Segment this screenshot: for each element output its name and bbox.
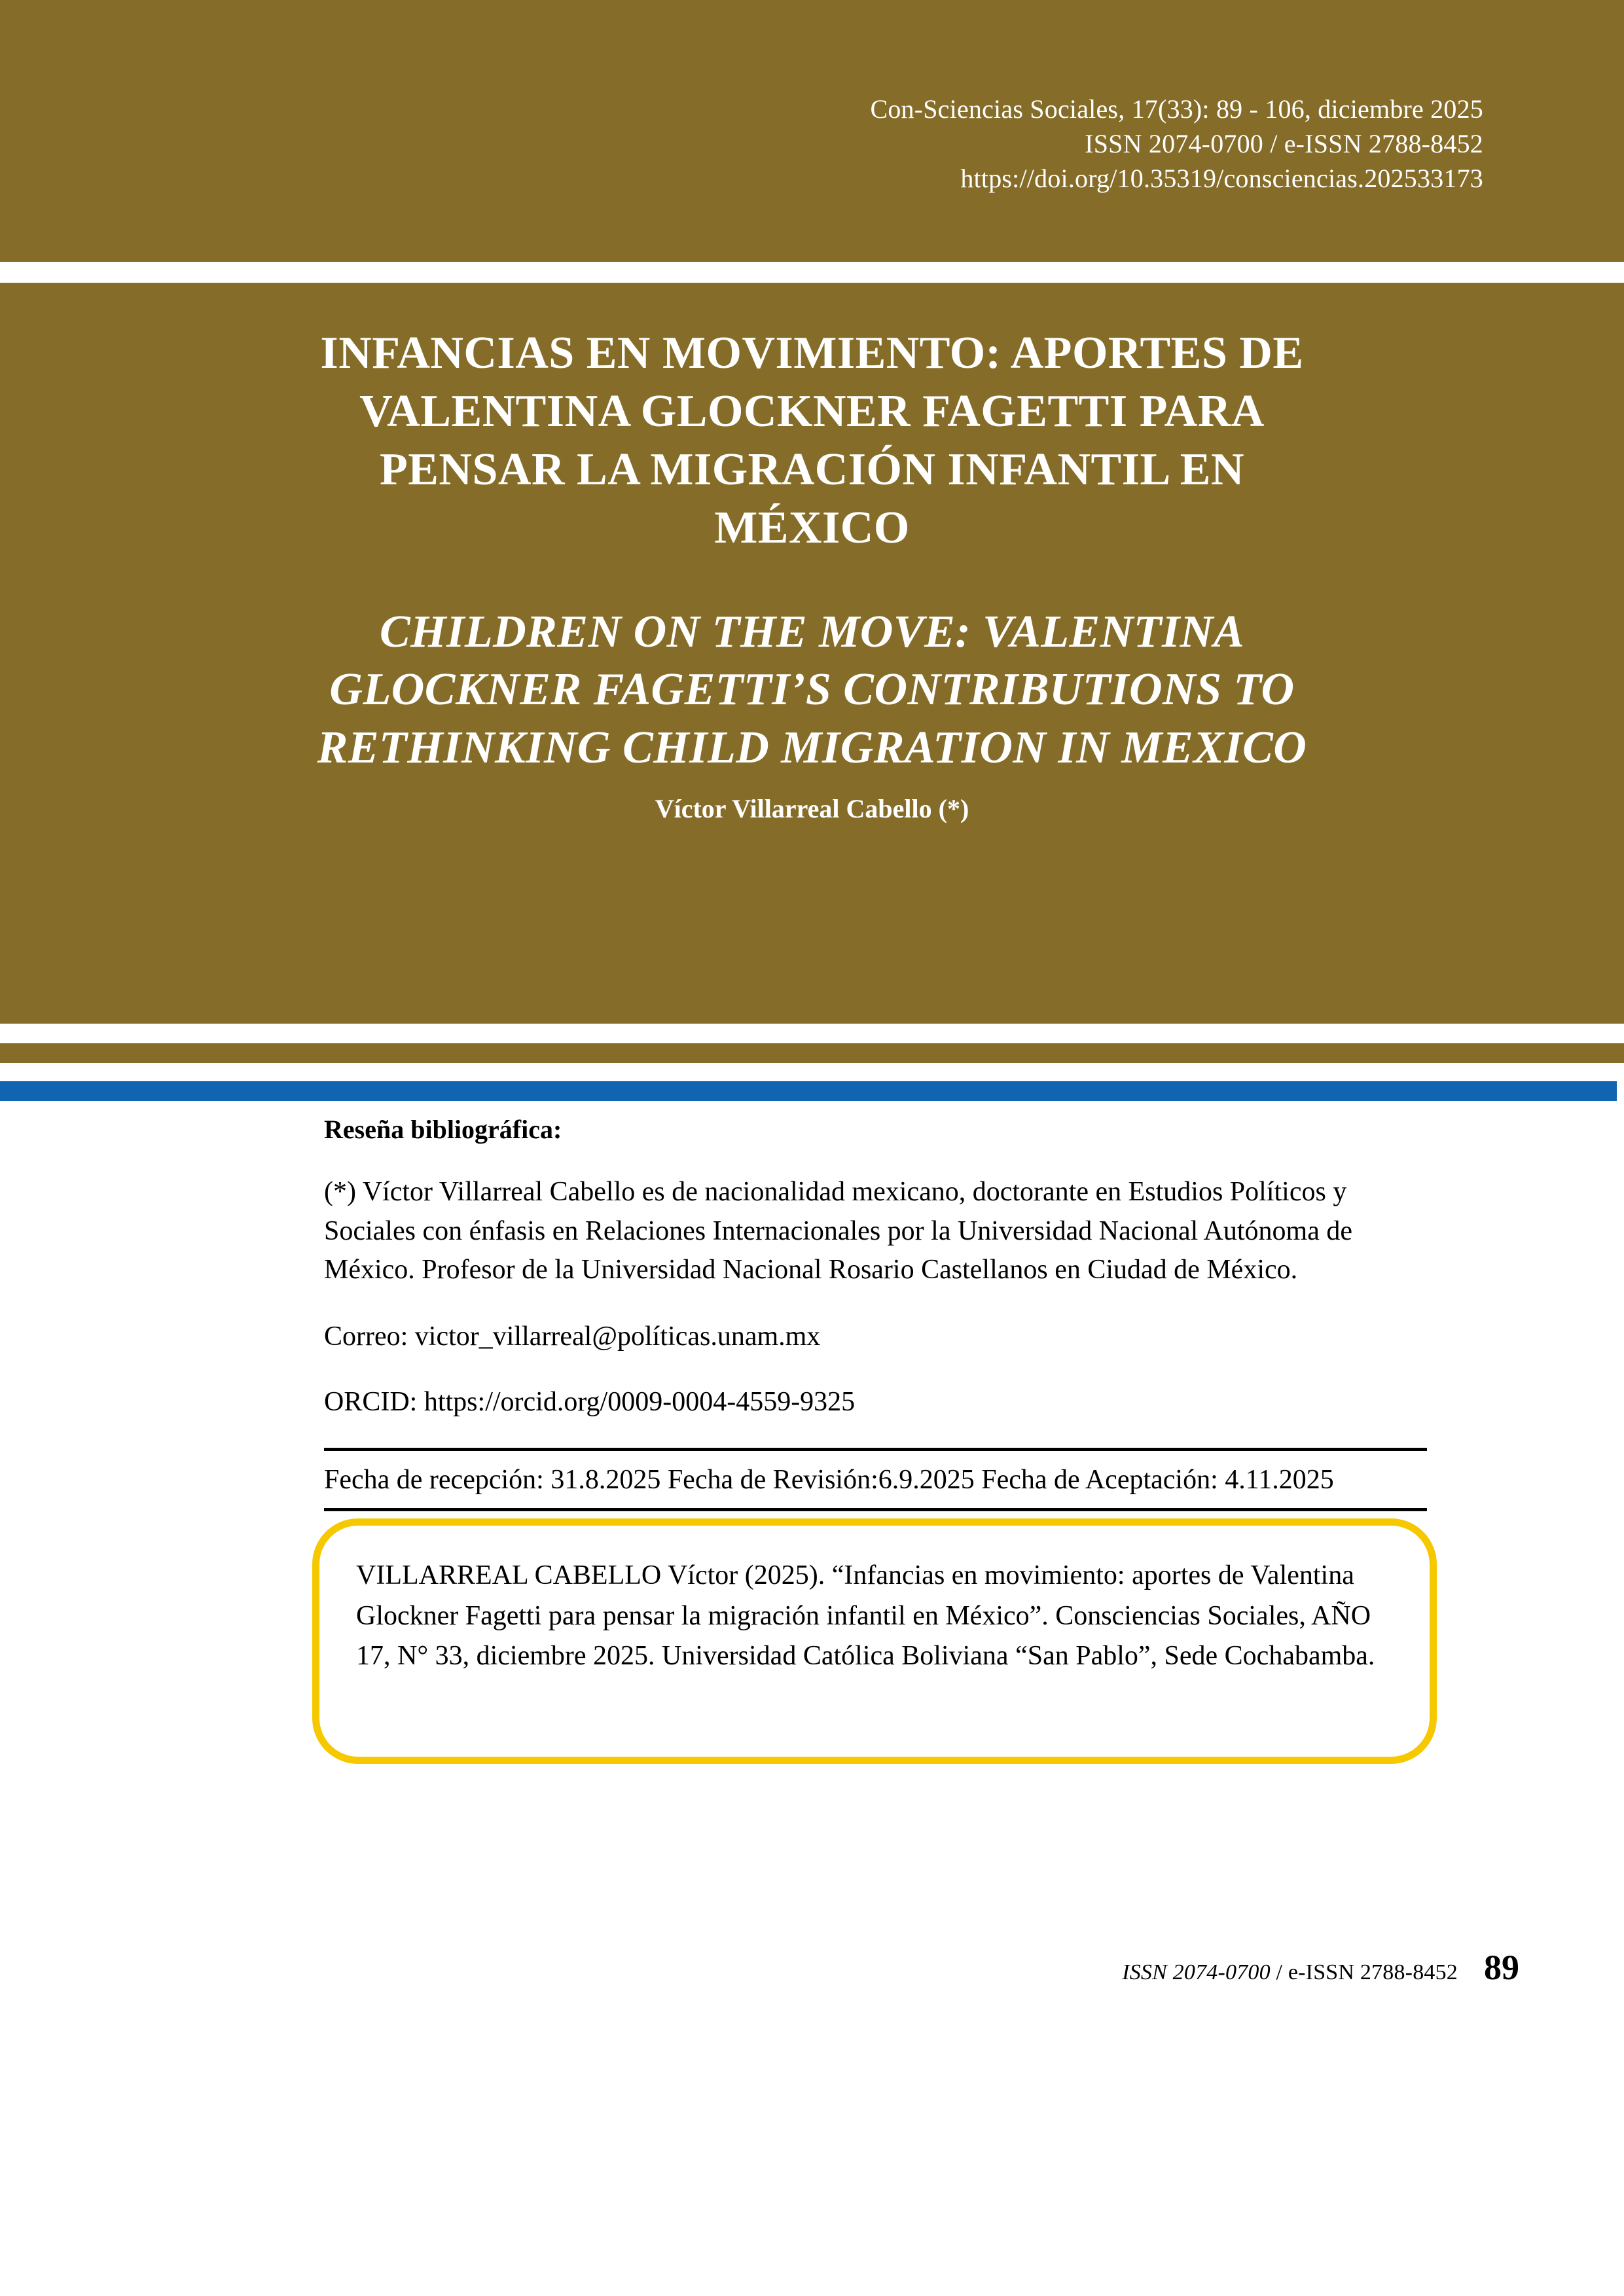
dates-rule-bottom (324, 1508, 1427, 1511)
page-title-spanish: INFANCIAS EN MOVIMIENTO: APORTES DE VALENTINA GLOCKNER FAGETTI PARA PENSAR LA MIGRACIÓN INFANTIL EN MÉXICO (320, 328, 1304, 553)
author-name: Víctor Villarreal Cabello (*) (655, 794, 969, 824)
page-title-english: CHILDREN ON THE MOVE: VALENTINA GLOCKNER FAGETTI’S CONTRIBUTIONS TO RETHINKING CHILD MIGRATION IN MEXICO (317, 606, 1307, 774)
citation-text: VILLARREAL CABELLO Víctor (2025). “Infancias en movimiento: aportes de Valentina Glockner Fagetti para pensar la migración infantil en México”. Consciencias Sociales, AÑO 17, N° 33, diciembre 2025. Universidad Católica Boliviana “San Pablo”, Sede Cochabamba. (356, 1560, 1375, 1672)
author-orcid[interactable]: ORCID: https://orcid.org/0009-0004-4559-9325 (324, 1386, 856, 1417)
journal-citation-line: Con-Sciencias Sociales, 17(33): 89 - 106, diciembre 2025 (870, 94, 1483, 124)
journal-header-band (0, 0, 1624, 262)
body-column (324, 1113, 1430, 1511)
journal-doi-line[interactable]: https://doi.org/10.35319/consciencias.202533173 (960, 164, 1483, 194)
author-biography: (*) Víctor Villarreal Cabello es de nacionalidad mexicano, doctorante en Estudios Políticos y Sociales con énfasis en Relaciones Internacionales por la Universidad Nacional Autónoma de México. Profesor de la Universidad Nacional Rosario Castellanos en Ciudad de México. (324, 1177, 1352, 1285)
footer-issn-electronic: / e-ISSN 2788-8452 (1270, 1960, 1458, 1984)
footer-issn-print: ISSN 2074-0700 (1122, 1960, 1271, 1984)
publication-dates: Fecha de recepción: 31.8.2025 Fecha de Revisión:6.9.2025 Fecha de Aceptación: 4.11.2025 (324, 1465, 1334, 1496)
gold-divider-rule (0, 1043, 1624, 1063)
page-footer (0, 1947, 1624, 2006)
journal-issn-line: ISSN 2074-0700 / e-ISSN 2788-8452 (1085, 129, 1483, 159)
blue-divider-rule (0, 1081, 1617, 1101)
page-number: 89 (1484, 1948, 1519, 1987)
citation-box (312, 1518, 1437, 1764)
footer-issn (1122, 1960, 1458, 1985)
author-email[interactable]: Correo: victor_villarreal@políticas.unam.mx (324, 1321, 821, 1352)
title-block (0, 283, 1624, 1024)
section-heading-resena: Reseña bibliográfica: (324, 1115, 562, 1144)
